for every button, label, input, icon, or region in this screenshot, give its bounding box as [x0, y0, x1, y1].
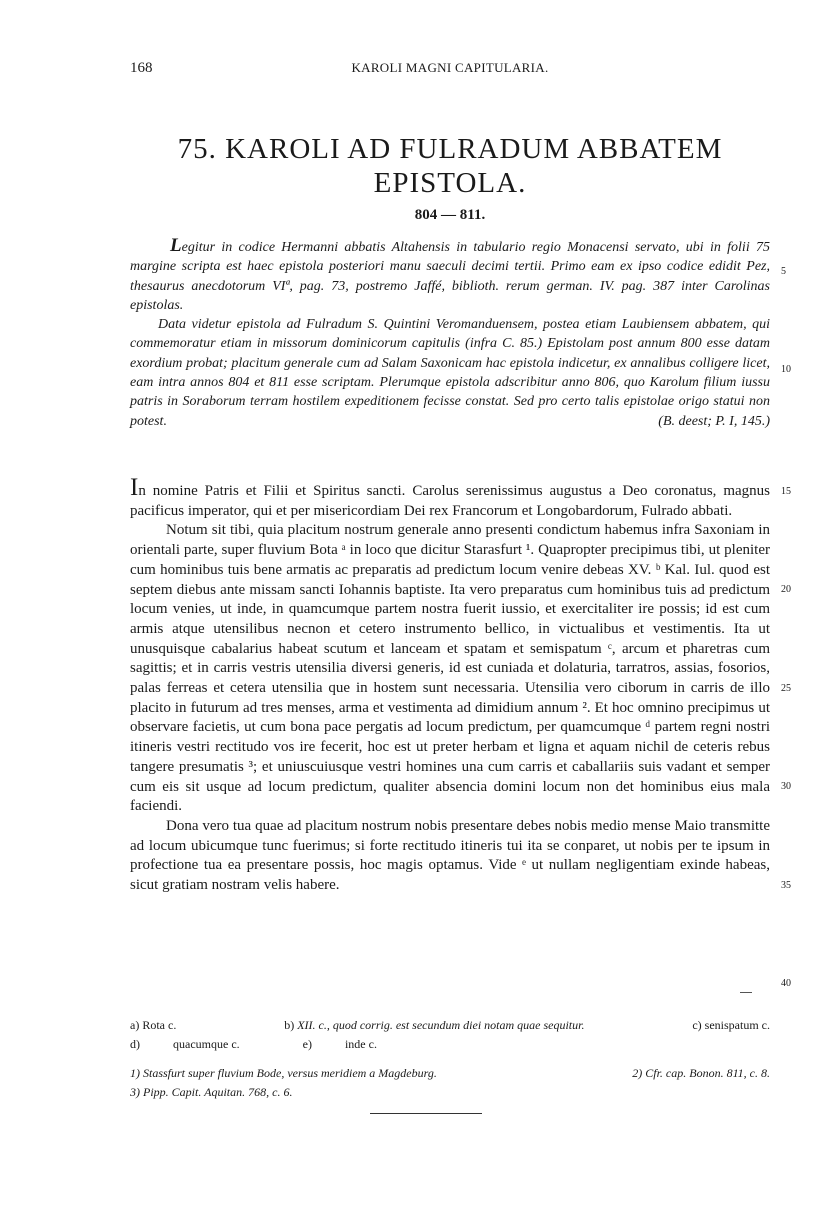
letter-paragraph-3: Dona vero tua quae ad placitum nostrum nobis presentare debes nobis medio mense Maio transmitte ad locum ubicumque tunc fuerimus; si forte rectitudo itineris tui ita se conparet, ut nobis per te ipsum in profectione tua ea presentare possis, hoc magis optamus. Vide ᵉ ut nullam negligentiam exinde habeas, sicut gratiam nostram velis habere. [130, 817, 770, 894]
page-number: 168 [130, 60, 153, 76]
variant-note-a: a) Rota c. [130, 1018, 177, 1032]
intro-paragraph-1-text: egitur in codice Hermanni abbatis Altahensis in tabulario regio Monacensi servato, ubi in folii 75 margine scripta est haec epistola posteriori manu saeculi decimi tertii. Primo eam ex ipso codice edidit Pez, thesaurus anecdotorum VIª, pag. 73, postremo Jaffé, biblioth. rerum german. IV. pag. 387 inter Carolinas epistolas. [130, 240, 770, 313]
line-number: 10 [781, 364, 791, 375]
title-line-2: EPISTOLA. [373, 167, 527, 199]
variant-notes [130, 1016, 770, 1054]
line-number: 5 [781, 266, 786, 277]
line-number: 20 [781, 584, 791, 595]
line-number: 15 [781, 486, 791, 497]
variant-note-b: b) XII. c., quod corrig. est secundum diei notam quae sequitur. [284, 1018, 585, 1032]
intro-citation: (B. deest; P. I, 145.) [658, 413, 770, 429]
letter-initial-letter: I [130, 474, 139, 501]
short-rule [740, 992, 752, 993]
document-title [130, 132, 770, 200]
commentary-note-1: 1) Stassfurt super fluvium Bode, versus meridiem a Magdeburg. [130, 1066, 437, 1080]
letter-body [130, 474, 770, 896]
variant-note-d: d) quacumque c. [130, 1037, 240, 1051]
variant-notes-row-2 [130, 1035, 770, 1054]
line-number: 35 [781, 880, 791, 891]
intro-paragraph-1 [130, 236, 770, 315]
commentary-notes [130, 1064, 770, 1102]
variant-notes-row-1 [130, 1016, 770, 1035]
line-number: 40 [781, 978, 791, 989]
letter-paragraph-1 [130, 474, 770, 521]
variant-note-e: e) inde c. [302, 1037, 377, 1051]
variant-note-c: c) senispatum c. [692, 1018, 770, 1032]
letter-paragraph-1-text: n nomine Patris et Filii et Spiritus sancti. Carolus serenissimus augustus a Deo coronatus, magnus pacificus imperator, qui et per misericordiam Dei rex Francorum et Longobardorum, Fulrado abbati. [130, 483, 770, 519]
intro-paragraph-2-text: Data videtur epistola ad Fulradum S. Quintini Veromanduensem, postea etiam Laubiensem abbatem, qui commemoratur etiam in missorum dominicorum capitulis (infra C. 85.) Epistolam post annum 800 esse datam exordium probat; placitum generale cum ad Salam Saxonicam hac epistola indicetur, ex annalibus colligere licet, eam intra annos 804 et 811 esse scriptam. Plerumque epistola adscribitur anno 806, quo Karolum filium iussu patris in Soraborum terram hostilem expeditionem fecisse constat. Sed pro certo talis epistolae origo statui non potest. [130, 317, 770, 429]
running-head [130, 60, 770, 80]
intro-initial-letter: L [170, 235, 182, 256]
commentary-notes-row-1 [130, 1064, 770, 1083]
document-dates: 804 — 811. [414, 207, 486, 223]
editorial-introduction [130, 236, 770, 431]
line-number: 25 [781, 683, 791, 694]
title-line-1: 75. KAROLI AD FULRADUM ABBATEM [177, 133, 723, 165]
end-rule [370, 1113, 482, 1114]
commentary-note-3: 3) Pipp. Capit. Aquitan. 768, c. 6. [130, 1085, 293, 1099]
line-number: 30 [781, 781, 791, 792]
intro-paragraph-2 [130, 315, 770, 431]
commentary-notes-row-2 [130, 1083, 770, 1102]
commentary-note-2: 2) Cfr. cap. Bonon. 811, c. 8. [632, 1066, 770, 1080]
running-title: KAROLI MAGNI CAPITULARIA. [351, 60, 549, 75]
letter-paragraph-2: Notum sit tibi, quia placitum nostrum generale anno presenti condictum habemus infra Saxoniam in orientali parte, super fluvium Bota ᵃ in loco que dicitur Starasfurt ¹. Quapropter precipimus tibi, ut pleniter cum hominibus tuis bene armatis ac preparatis ad predictum locum venire debeas XV. ᵇ Kal. Iul. quod est septem diebus ante missam sancti Iohannis baptiste. Ita vero preparatus cum hominibus tuis ad predictum locum venies, ut inde, in quamcumque partem nostra fuerit iussio, et exercitaliter ire possis; id est cum armis atque utensilibus necnon et cetero instrumento bellico, in victualibus et vestimentis. Ita ut unusquisque cabalarius habeat scutum et lanceam et spatam et semispatum ᶜ, arcum et pharetras cum sagittis; et in carris vestris utensilia diversi generis, id est cuniada et dolaturia, tarratros, assias, fosorios, palas ferreas et cetera utensilia que in hostem sunt necessaria. Utensilia vero ciborum in carris de illo placito in futurum ad tres menses, arma et vestimenta ad dimidium annum ². Et hoc omnino precipimus ut observare facietis, ut cum bona pace pergatis ad locum predictum, per quamcumque ᵈ partem regni nostri itineris vestri rectitudo vos ire fecerit, hoc est ut preter herbam et ligna et aquam nichil de ceteris rebus tangere presumatis ³; et uniuscuiusque vestri homines una cum carris et caballariis suis vadant et semper cum eis sit usque ad locum predictum, qualiter absencia domini locum non det hominibus eius mala faciendi. [130, 522, 770, 815]
